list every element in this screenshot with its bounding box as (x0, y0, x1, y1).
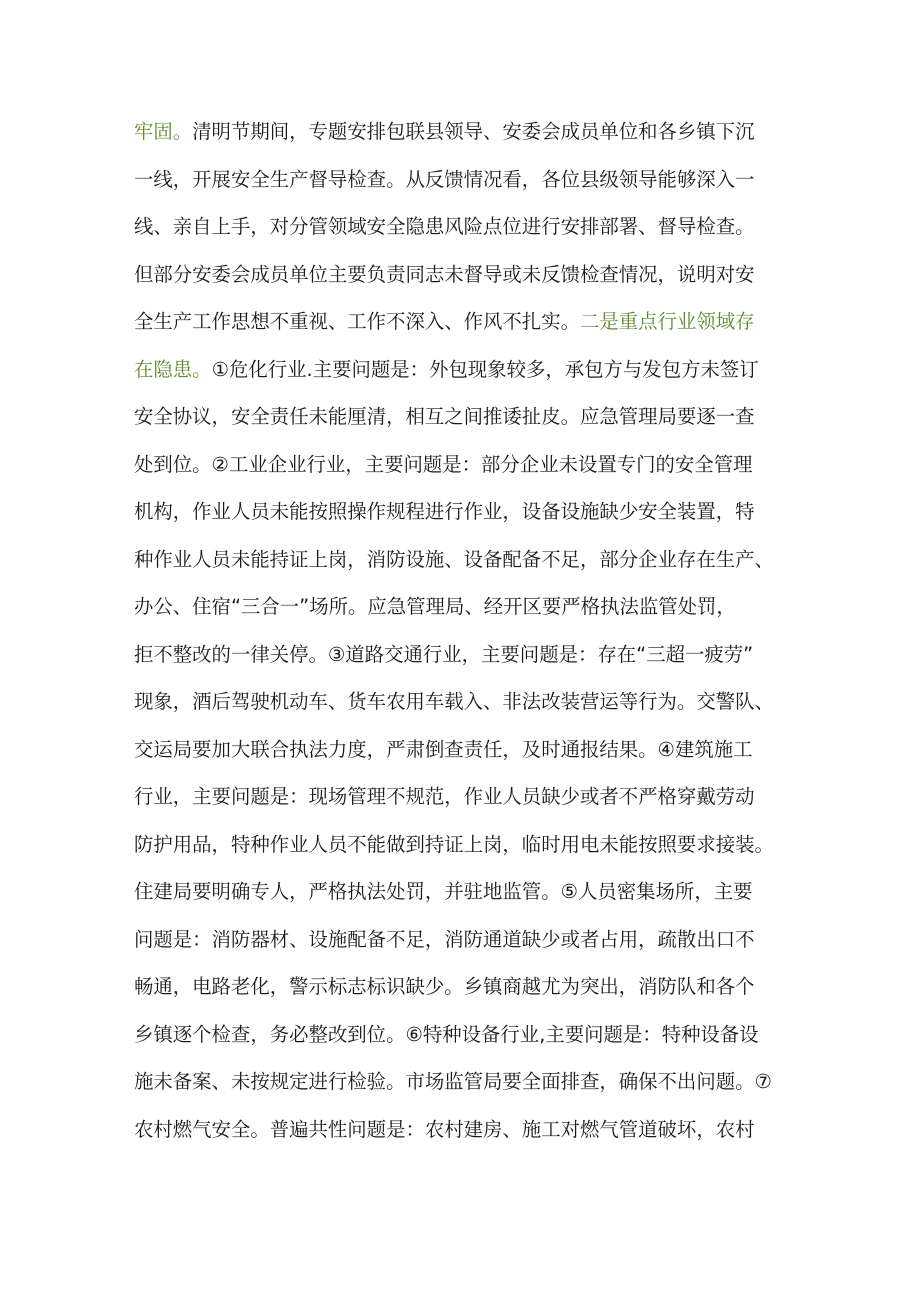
text-line (134, 873, 794, 921)
body-text-segment: 拒不整改的一律关停。③道路交通行业，主要问题是：存在“三超一疲劳” (134, 642, 754, 666)
body-text-segment: 机构，作业人员未能按照操作规程进行作业，设备设施缺少安全装置，特 (134, 500, 755, 523)
body-text-segment: 全生产工作思想不重视、工作不深入、作风不扎实。 (134, 310, 580, 333)
body-text-segment: 现象，酒后驾驶机动车、货车农用车载入、非法改装营运等行为。交警队、 (134, 690, 774, 713)
body-text-segment: 清明节期间，专题安排包联县领导、安委会成员单位和各乡镇下沉 (192, 120, 755, 143)
body-text-segment: 一线，开展安全生产督导检查。从反馈情况看，各位县级领导能够深入一 (134, 167, 755, 191)
text-line (134, 113, 794, 161)
body-text-segment: 防护用品，特种作业人员不能做到持证上岗，临时用电未能按照要求接装。 (134, 832, 774, 856)
text-line (134, 161, 794, 209)
body-text-segment: 行业，主要问题是：现场管理不规范，作业人员缺少或者不严格穿戴劳动 (134, 785, 755, 808)
highlighted-text: 二是重点行业领域存 (579, 310, 755, 333)
text-line (134, 921, 794, 969)
text-line (134, 541, 794, 589)
text-line (134, 303, 794, 351)
text-line (134, 968, 794, 1016)
body-text (134, 113, 794, 1158)
body-text-segment: 线、亲自上手，对分管领域安全隐患风险点位进行安排部署、督导检查。 (134, 215, 755, 238)
text-line (134, 1063, 794, 1111)
text-line (134, 256, 794, 304)
text-line (134, 1111, 794, 1159)
highlighted-text: 在隐患。 (134, 357, 212, 381)
body-text-segment: 畅通，电路老化，警示标志标识缺少。乡镇商越尤为突出，消防队和各个 (134, 975, 755, 998)
body-text-segment: 住建局要明确专人，严格执法处罚，并驻地监管。⑤人员密集场所，主要 (134, 880, 753, 903)
body-text-segment: 种作业人员未能持证上岗，消防设施、设备配备不足，部分企业存在生产、 (134, 547, 774, 571)
text-line (134, 731, 794, 779)
body-text-segment: 乡镇逐个检查，务必整改到位。⑥特种设备行业,主要问题是：特种设备设 (134, 1022, 759, 1046)
text-line (134, 636, 794, 684)
body-text-segment: ①危化行业.主要问题是：外包现象较多，承包方与发包方未签订 (211, 357, 759, 381)
text-line (134, 208, 794, 256)
body-text-segment: 安全协议，安全责任未能厘清，相互之间推诿扯皮。应急管理局要逐一查 (134, 405, 755, 428)
body-text-segment: 处到位。②工业企业行业，主要问题是：部分企业未设置专门的安全管理 (134, 452, 753, 476)
text-line (134, 683, 794, 731)
text-line (134, 778, 794, 826)
body-text-segment: 交运局要加大联合执法力度，严肃倒查责任，及时通报结果。④建筑施工 (134, 737, 753, 761)
body-text-segment: 办公、住宿“三合一”场所。应急管理局、经开区要严格执法监管处罚， (134, 595, 736, 618)
highlighted-text: 牢固。 (134, 120, 193, 143)
text-line (134, 446, 794, 494)
body-text-segment: 农村燃气安全。普遍共性问题是：农村建房、施工对燃气管道破坏，农村 (134, 1117, 755, 1141)
text-line (134, 588, 794, 636)
text-line (134, 493, 794, 541)
text-line (134, 826, 794, 874)
text-line (134, 351, 794, 399)
body-text-segment: 施未备案、未按规定进行检验。市场监管局要全面排查，确保不出问题。⑦ (134, 1070, 772, 1093)
text-line (134, 1016, 794, 1064)
body-text-segment: 问题是：消防器材、设施配备不足，消防通道缺少或者占用，疏散出口不 (134, 927, 755, 951)
body-text-segment: 但部分安委会成员单位主要负责同志未督导或未反馈检查情况，说明对安 (134, 262, 755, 286)
text-line (134, 398, 794, 446)
